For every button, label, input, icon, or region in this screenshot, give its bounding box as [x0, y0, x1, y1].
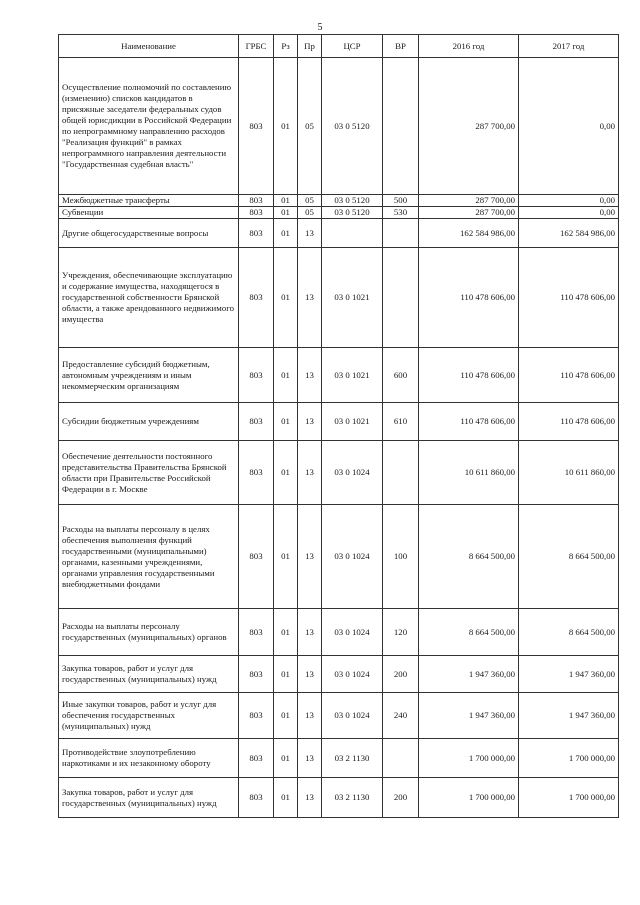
- row-2017: 110 478 606,00: [519, 403, 619, 441]
- row-csr: 03 0 5120: [322, 207, 383, 219]
- table-row: [59, 195, 619, 207]
- row-grbs: 803: [239, 403, 274, 441]
- row-2017: 8 664 500,00: [519, 609, 619, 656]
- row-csr: 03 0 1024: [322, 656, 383, 693]
- table-header-row: [59, 35, 619, 58]
- row-vr: 530: [383, 207, 419, 219]
- row-vr: [383, 248, 419, 348]
- row-name: Осуществление полномочий по составлению (изменению) списков кандидатов в присяжные заседатели федеральных судов общей юрисдикции в Российской Федерации по непрограммному направлению расходов "Реализация функций" в рамках непрограммного направления деятельности "Государственная судебная власть": [59, 58, 239, 195]
- row-csr: 03 0 1021: [322, 348, 383, 403]
- row-pr: 13: [298, 403, 322, 441]
- row-name: Закупка товаров, работ и услуг для государственных (муниципальных) нужд: [59, 656, 239, 693]
- table-row: [59, 609, 619, 656]
- row-rz: 01: [274, 195, 298, 207]
- row-vr: 120: [383, 609, 419, 656]
- header-2016: 2016 год: [419, 35, 519, 58]
- row-2016: 287 700,00: [419, 207, 519, 219]
- row-2016: 110 478 606,00: [419, 248, 519, 348]
- row-2016: 1 947 360,00: [419, 656, 519, 693]
- row-grbs: 803: [239, 656, 274, 693]
- row-pr: 13: [298, 778, 322, 818]
- row-grbs: 803: [239, 505, 274, 609]
- row-rz: 01: [274, 739, 298, 778]
- row-vr: 100: [383, 505, 419, 609]
- row-pr: 13: [298, 693, 322, 739]
- header-vr: ВР: [383, 35, 419, 58]
- table-row: [59, 656, 619, 693]
- row-rz: 01: [274, 609, 298, 656]
- row-rz: 01: [274, 441, 298, 505]
- row-2016: 110 478 606,00: [419, 403, 519, 441]
- row-name: Расходы на выплаты персоналу государственных (муниципальных) органов: [59, 609, 239, 656]
- row-rz: 01: [274, 403, 298, 441]
- row-2017: 1 947 360,00: [519, 656, 619, 693]
- row-name: Иные закупки товаров, работ и услуг для обеспечения государственных (муниципальных) нужд: [59, 693, 239, 739]
- row-vr: [383, 441, 419, 505]
- row-csr: 03 2 1130: [322, 778, 383, 818]
- row-vr: 610: [383, 403, 419, 441]
- row-grbs: 803: [239, 248, 274, 348]
- row-name: Субсидии бюджетным учреждениям: [59, 403, 239, 441]
- header-rz: Рз: [274, 35, 298, 58]
- table-row: [59, 219, 619, 248]
- row-csr: [322, 219, 383, 248]
- row-grbs: 803: [239, 58, 274, 195]
- row-grbs: 803: [239, 778, 274, 818]
- table-row: [59, 693, 619, 739]
- row-grbs: 803: [239, 195, 274, 207]
- row-2017: 1 700 000,00: [519, 778, 619, 818]
- row-name: Закупка товаров, работ и услуг для государственных (муниципальных) нужд: [59, 778, 239, 818]
- table-row: [59, 207, 619, 219]
- header-grbs: ГРБС: [239, 35, 274, 58]
- row-grbs: 803: [239, 348, 274, 403]
- row-rz: 01: [274, 348, 298, 403]
- row-2017: 110 478 606,00: [519, 348, 619, 403]
- row-pr: 13: [298, 219, 322, 248]
- row-name: Противодействие злоупотреблению наркотиками и их незаконному обороту: [59, 739, 239, 778]
- table-row: [59, 441, 619, 505]
- row-csr: 03 0 5120: [322, 195, 383, 207]
- row-2017: 1 947 360,00: [519, 693, 619, 739]
- row-vr: 200: [383, 656, 419, 693]
- row-csr: 03 0 1021: [322, 248, 383, 348]
- header-2017: 2017 год: [519, 35, 619, 58]
- row-2016: 287 700,00: [419, 58, 519, 195]
- budget-table: [58, 34, 619, 818]
- row-csr: 03 0 1024: [322, 441, 383, 505]
- row-grbs: 803: [239, 609, 274, 656]
- row-name: Субвенции: [59, 207, 239, 219]
- row-rz: 01: [274, 219, 298, 248]
- row-rz: 01: [274, 58, 298, 195]
- page-number: 5: [317, 22, 323, 33]
- row-2017: 1 700 000,00: [519, 739, 619, 778]
- row-2017: 0,00: [519, 207, 619, 219]
- row-name: Обеспечение деятельности постоянного представительства Правительства Брянской области при Правительстве Российской Федерации в г. Москве: [59, 441, 239, 505]
- header-name: Наименование: [59, 35, 239, 58]
- table-row: [59, 58, 619, 195]
- table-row: [59, 778, 619, 818]
- row-rz: 01: [274, 505, 298, 609]
- row-vr: [383, 219, 419, 248]
- row-pr: 13: [298, 348, 322, 403]
- row-rz: 01: [274, 778, 298, 818]
- row-grbs: 803: [239, 207, 274, 219]
- row-grbs: 803: [239, 219, 274, 248]
- row-2017: 0,00: [519, 195, 619, 207]
- header-csr: ЦСР: [322, 35, 383, 58]
- row-2016: 8 664 500,00: [419, 505, 519, 609]
- row-pr: 05: [298, 207, 322, 219]
- row-2016: 162 584 986,00: [419, 219, 519, 248]
- row-vr: 500: [383, 195, 419, 207]
- row-name: Межбюджетные трансферты: [59, 195, 239, 207]
- row-rz: 01: [274, 656, 298, 693]
- table-row: [59, 403, 619, 441]
- row-pr: 13: [298, 609, 322, 656]
- row-2016: 8 664 500,00: [419, 609, 519, 656]
- row-vr: 240: [383, 693, 419, 739]
- row-pr: 13: [298, 505, 322, 609]
- row-2017: 8 664 500,00: [519, 505, 619, 609]
- header-pr: Пр: [298, 35, 322, 58]
- row-2016: 110 478 606,00: [419, 348, 519, 403]
- row-2016: 10 611 860,00: [419, 441, 519, 505]
- row-pr: 13: [298, 441, 322, 505]
- row-vr: 600: [383, 348, 419, 403]
- row-name: Учреждения, обеспечивающие эксплуатацию и содержание имущества, находящегося в государственной собственности Брянской области, а также арендованного недвижимого имущества: [59, 248, 239, 348]
- row-2017: 0,00: [519, 58, 619, 195]
- table-row: [59, 348, 619, 403]
- row-pr: 05: [298, 195, 322, 207]
- row-pr: 13: [298, 248, 322, 348]
- row-name: Предоставление субсидий бюджетным, автономным учреждениям и иным некоммерческим организациям: [59, 348, 239, 403]
- row-2016: 287 700,00: [419, 195, 519, 207]
- row-rz: 01: [274, 207, 298, 219]
- row-csr: 03 2 1130: [322, 739, 383, 778]
- row-rz: 01: [274, 248, 298, 348]
- row-csr: 03 0 1021: [322, 403, 383, 441]
- row-vr: 200: [383, 778, 419, 818]
- row-csr: 03 0 1024: [322, 693, 383, 739]
- row-pr: 13: [298, 739, 322, 778]
- row-grbs: 803: [239, 739, 274, 778]
- row-name: Расходы на выплаты персоналу в целях обеспечения выполнения функций государственными (муниципальными) органами, казенными учреждениями, органами управления государственными внебюджетными фондами: [59, 505, 239, 609]
- row-2016: 1 700 000,00: [419, 778, 519, 818]
- table-row: [59, 505, 619, 609]
- row-pr: 13: [298, 656, 322, 693]
- row-2016: 1 700 000,00: [419, 739, 519, 778]
- row-csr: 03 0 1024: [322, 505, 383, 609]
- row-grbs: 803: [239, 693, 274, 739]
- row-2017: 10 611 860,00: [519, 441, 619, 505]
- row-2017: 110 478 606,00: [519, 248, 619, 348]
- row-vr: [383, 739, 419, 778]
- row-2017: 162 584 986,00: [519, 219, 619, 248]
- table-row: [59, 739, 619, 778]
- row-2016: 1 947 360,00: [419, 693, 519, 739]
- row-grbs: 803: [239, 441, 274, 505]
- row-csr: 03 0 5120: [322, 58, 383, 195]
- row-name: Другие общегосударственные вопросы: [59, 219, 239, 248]
- row-pr: 05: [298, 58, 322, 195]
- row-vr: [383, 58, 419, 195]
- table-row: [59, 248, 619, 348]
- row-csr: 03 0 1024: [322, 609, 383, 656]
- row-rz: 01: [274, 693, 298, 739]
